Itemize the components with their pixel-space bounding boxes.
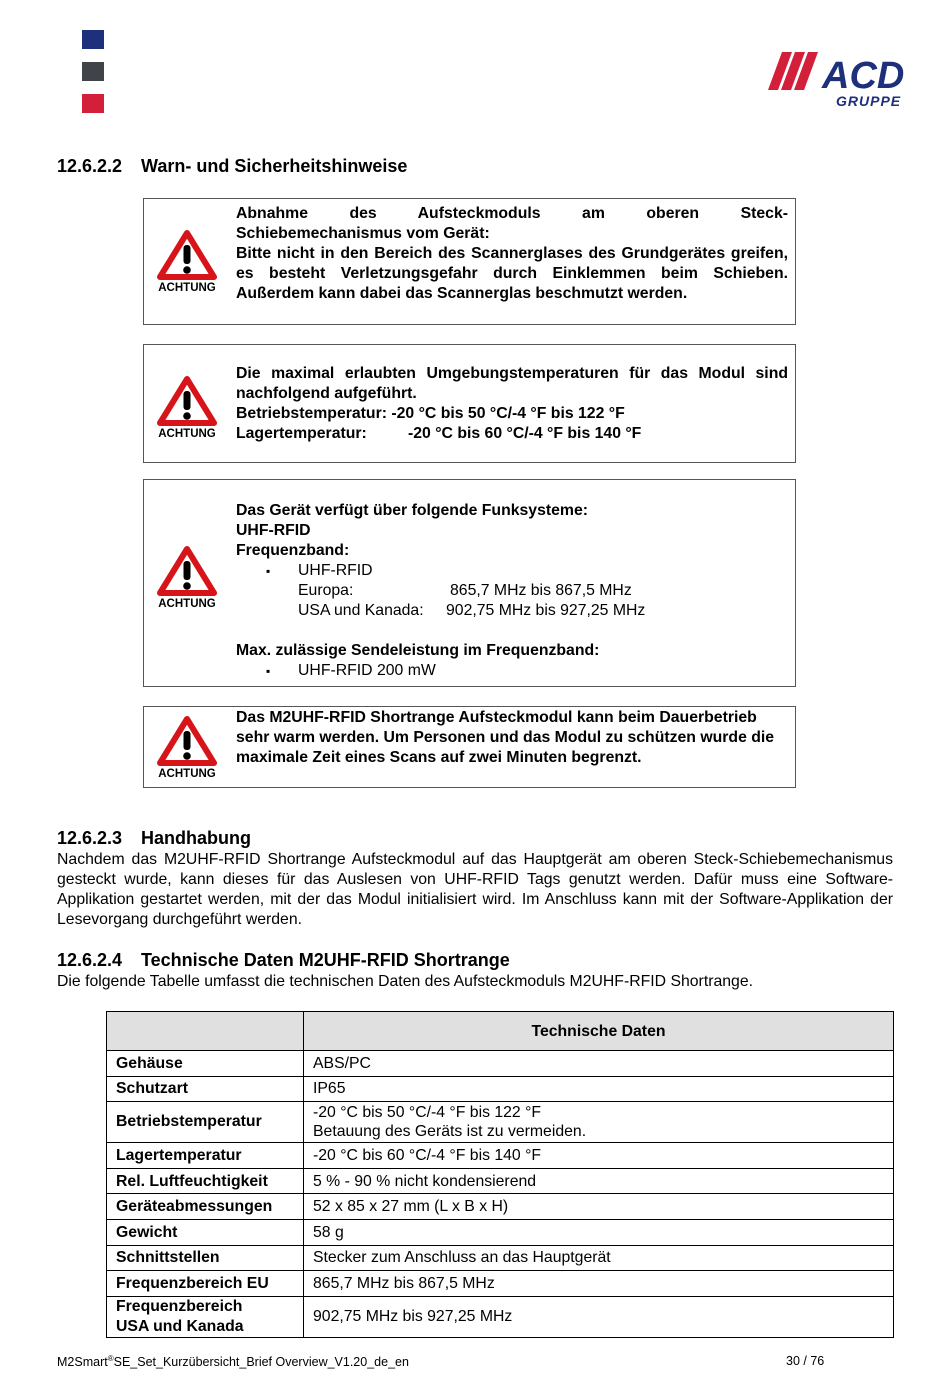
table-key (107, 1296, 304, 1337)
table-row (107, 1271, 894, 1297)
warning3-power-bullet: ▪ UHF-RFID 200 mW (236, 661, 788, 681)
table-row (107, 1102, 894, 1143)
warning-sign (154, 376, 220, 440)
storage-label: Lagertemperatur: (236, 425, 367, 442)
section-title: Warn- und Sicherheitshinweise (141, 156, 408, 176)
table-key-line2: USA und Kanada (116, 1317, 244, 1335)
table-key: Gewicht (107, 1219, 304, 1245)
footer-doc-sup: ® (107, 1354, 114, 1363)
section-title: Handhabung (141, 828, 251, 848)
tech-data-table (106, 1011, 894, 1338)
warning-box-radio (143, 479, 796, 687)
warning1-body: Bitte nicht in den Bereich des Scannerglases des Grundgerätes greifen, es besteht Verletzungsgefahr durch Einklemmen beim Schieben. Außerdem kann dabei das Scannerglas beschmutzt werden. (236, 245, 788, 302)
table-row (107, 1168, 894, 1194)
warning-triangle-icon (157, 716, 217, 766)
section-number: 12.6.2.4 (57, 950, 123, 970)
table-key: Betriebstemperatur (107, 1102, 304, 1143)
warning-box-heat (143, 706, 796, 788)
table-value: 5 % - 90 % nicht kondensierend (304, 1168, 894, 1194)
table-value: ABS/PC (304, 1051, 894, 1077)
warning-label: ACHTUNG (158, 598, 216, 610)
warning3-system: UHF-RFID (236, 522, 311, 539)
warning-triangle-icon (157, 376, 217, 426)
storage-value: -20 °C bis 60 °C/-4 °F bis 140 °F (408, 425, 642, 442)
footer-doc-prefix: M2Smart (57, 1355, 108, 1370)
brand-square-blue (82, 30, 104, 49)
warning2-operating: Betriebstemperatur: -20 °C bis 50 °C/-4 °F bis 122 °F (236, 405, 625, 422)
warning3-power-heading: Max. zulässige Sendeleistung im Frequenzband: (236, 642, 600, 659)
footer-page-number: 30 / 76 (786, 1354, 825, 1368)
warning-sign (154, 716, 220, 780)
warning-box-removal (143, 198, 796, 325)
table-value: 52 x 85 x 27 mm (L x B x H) (304, 1194, 894, 1220)
table-row (107, 1194, 894, 1220)
warning3-bullet: ▪ UHF-RFID (236, 561, 788, 581)
warning3-usa (236, 601, 788, 621)
warning-sign (154, 230, 220, 294)
table-key: Rel. Luftfeuchtigkeit (107, 1168, 304, 1194)
table-header-row (107, 1012, 894, 1051)
warning-box-temperature (143, 344, 796, 463)
section-number: 12.6.2.3 (57, 828, 123, 848)
table-value: IP65 (304, 1076, 894, 1102)
warning-label: ACHTUNG (158, 282, 216, 294)
table-value-line1: -20 °C bis 50 °C/-4 °F bis 122 °F (313, 1103, 542, 1121)
warning2-storage (236, 424, 788, 444)
warning2-intro: Die maximal erlaubten Umgebungstemperaturen für das Modul sind nachfolgend aufgeführt. (236, 365, 788, 402)
usa-label: USA und Kanada: (298, 602, 424, 619)
handling-paragraph: Nachdem das M2UHF-RFID Shortrange Aufsteckmodul auf das Hauptgerät am oberen Steck-Schiebemechanismus gesteckt wurde, kann dieses für das Auslesen von UHF-RFID Tags genutzt werden. Dafür muss eine Software-Applikation gestartet werden, mit der das Modul initialisiert wird. Im Anschluss kann mit der Software-Applikation der Lesevorgang durchgeführt werden. (57, 851, 893, 928)
tech-intro: Die folgende Tabelle umfasst die technischen Daten des Aufsteckmoduls M2UHF-RFID Shortrange. (57, 973, 753, 990)
table-value (304, 1102, 894, 1143)
usa-value: 902,75 MHz bis 927,25 MHz (446, 602, 646, 619)
warning3-intro: Das Gerät verfügt über folgende Funksysteme: (236, 502, 589, 519)
warning-triangle-icon (157, 230, 217, 280)
footer-doc-suffix: SE_Set_Kurzübersicht_Brief Overview_V1.20_de_en (113, 1355, 409, 1370)
warning3-band-heading: Frequenzband: (236, 542, 350, 559)
table-key: Lagertemperatur (107, 1143, 304, 1169)
logo-text: ACD (822, 55, 905, 97)
table-key-line1: Frequenzbereich (116, 1298, 243, 1316)
table-header: Technische Daten (304, 1012, 894, 1051)
table-header-empty (107, 1012, 304, 1051)
table-value: Stecker zum Anschluss an das Hauptgerät (304, 1245, 894, 1271)
table-value: 865,7 MHz bis 867,5 MHz (304, 1271, 894, 1297)
warning1-line1: Abnahme des Aufsteckmoduls am oberen Steck- (236, 205, 788, 222)
table-key: Schnittstellen (107, 1245, 304, 1271)
table-key: Frequenzbereich EU (107, 1271, 304, 1297)
logo-subtext: GRUPPE (836, 93, 902, 109)
table-value-line2: Betauung des Geräts ist zu vermeiden. (313, 1123, 587, 1141)
warning-triangle-icon (157, 546, 217, 596)
europe-label: Europa: (298, 582, 354, 599)
table-key: Geräteabmessungen (107, 1194, 304, 1220)
acd-logo (766, 48, 922, 112)
table-row (107, 1245, 894, 1271)
warning-label: ACHTUNG (158, 768, 216, 780)
table-row (107, 1076, 894, 1102)
footer-document-name (57, 1354, 409, 1369)
table-value: 902,75 MHz bis 927,25 MHz (304, 1296, 894, 1337)
warning4-text: Das M2UHF-RFID Shortrange Aufsteckmodul kann beim Dauerbetrieb sehr warm werden. Um Personen und das Modul zu schützen wurde die maximale Zeit eines Scans auf zwei Minuten begrenzt. (236, 709, 775, 766)
table-row (107, 1143, 894, 1169)
table-value: 58 g (304, 1219, 894, 1245)
warning1-line2: Schiebemechanismus vom Gerät: (236, 225, 490, 242)
section-title: Technische Daten M2UHF-RFID Shortrange (141, 950, 510, 970)
table-row (107, 1051, 894, 1077)
section-number: 12.6.2.2 (57, 156, 123, 176)
table-key: Gehäuse (107, 1051, 304, 1077)
table-row (107, 1219, 894, 1245)
europe-value: 865,7 MHz bis 867,5 MHz (450, 582, 632, 599)
table-key: Schutzart (107, 1076, 304, 1102)
section-heading-handling (57, 828, 251, 849)
brand-square-grey (82, 62, 104, 81)
table-row (107, 1296, 894, 1337)
brand-square-red (82, 94, 104, 113)
section-heading-tech (57, 950, 510, 971)
warning-label: ACHTUNG (158, 428, 216, 440)
warning3-europe (236, 581, 788, 601)
warning-sign (154, 546, 220, 610)
section-heading-warnings (57, 156, 407, 177)
table-value: -20 °C bis 60 °C/-4 °F bis 140 °F (304, 1143, 894, 1169)
